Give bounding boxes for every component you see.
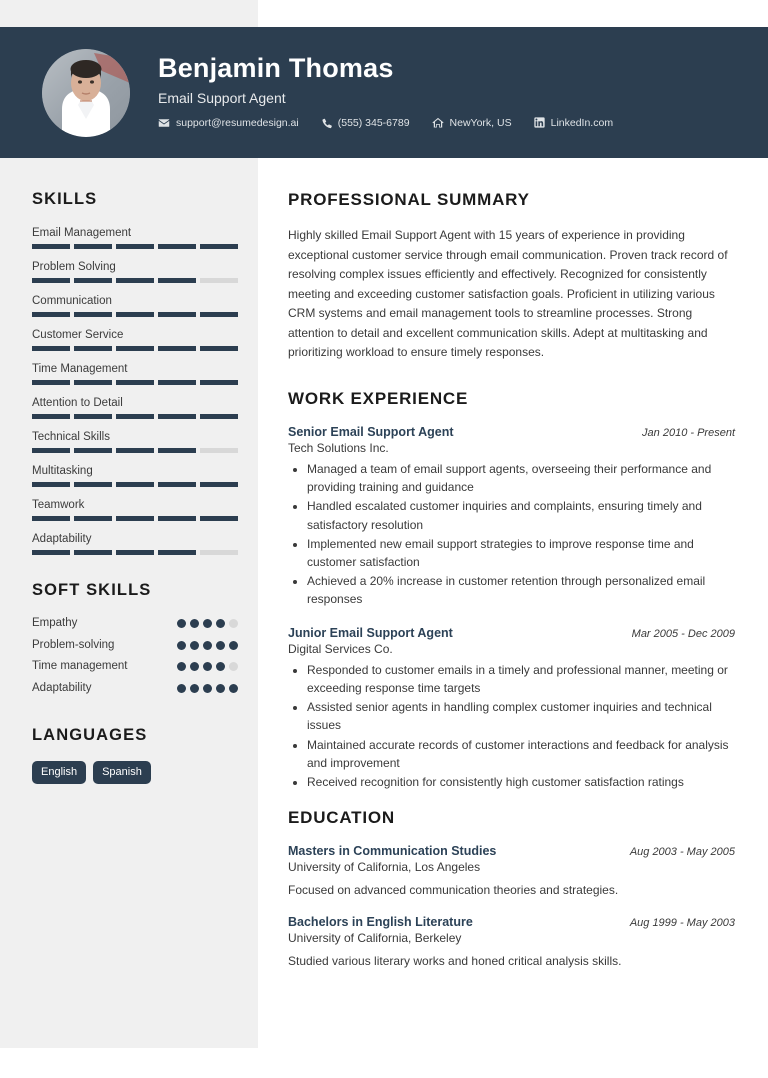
skill-bar-segment bbox=[158, 414, 196, 419]
languages-heading: LANGUAGES bbox=[32, 726, 148, 745]
contact-phone-text: (555) 345-6789 bbox=[337, 116, 410, 129]
skill-name: Technical Skills bbox=[32, 431, 110, 443]
rating-dot bbox=[190, 641, 199, 650]
linkedin-icon bbox=[534, 117, 545, 128]
rating-dot bbox=[203, 662, 212, 671]
rating-dot bbox=[190, 684, 199, 693]
skill-bar-segment bbox=[158, 380, 196, 385]
contact-location[interactable] bbox=[432, 117, 512, 129]
skill-bar-segment bbox=[116, 346, 154, 351]
soft-skill-name: Time management bbox=[32, 660, 128, 673]
rating-dot bbox=[177, 662, 186, 671]
contact-location-text: NewYork, US bbox=[449, 116, 512, 129]
languages-section bbox=[32, 726, 238, 784]
contact-email[interactable] bbox=[158, 117, 299, 129]
skill-bar-segment bbox=[116, 414, 154, 419]
skill-bar-segment bbox=[32, 312, 70, 317]
skill-bar-segment bbox=[200, 414, 238, 419]
main-content bbox=[258, 158, 768, 986]
skill-bar-segment bbox=[32, 448, 70, 453]
summary-text: Highly skilled Email Support Agent with 15 years of experience in providing exceptional customer service through email communication. Proven track record of resolving complex issues efficiently and effectively. Recognized for consistently meeting and exceeding customer satisfaction goals. Proficient in utilizing various CRM systems and email management tools to streamline processes. Strong attention to detail and excellent communication skills. Adept at multitasking and prioritizing workload to ensure timely responses. bbox=[288, 228, 728, 360]
skill-name: Adaptability bbox=[32, 533, 92, 545]
rating-dot bbox=[190, 662, 199, 671]
rating-dot bbox=[177, 619, 186, 628]
education-institution: University of California, Berkeley bbox=[288, 931, 462, 946]
skill-name: Multitasking bbox=[32, 465, 93, 477]
experience-bullet: • Implemented new email support strategies to improve response time and customer satisfaction bbox=[307, 535, 735, 571]
skill-level-bar bbox=[32, 346, 238, 351]
education-date-range: Aug 2003 - May 2005 bbox=[629, 846, 735, 859]
summary-heading: PROFESSIONAL SUMMARY bbox=[288, 190, 530, 209]
skill-bar-segment bbox=[32, 516, 70, 521]
soft-skills-heading: SOFT SKILLS bbox=[32, 581, 152, 599]
experience-company: Digital Services Co. bbox=[288, 641, 393, 656]
rating-dot bbox=[216, 641, 225, 650]
skill-row bbox=[32, 531, 238, 555]
skill-bar-segment bbox=[74, 482, 112, 487]
skill-bar-segment bbox=[116, 312, 154, 317]
skill-row bbox=[32, 463, 238, 487]
education-entry-header bbox=[288, 844, 735, 858]
skill-bar-segment bbox=[32, 346, 70, 351]
contact-email-text: support@resumedesign.ai bbox=[176, 116, 299, 129]
skill-bar-segment bbox=[200, 278, 238, 283]
contact-row bbox=[158, 117, 613, 129]
skill-bar-segment bbox=[32, 244, 70, 249]
experience-date-range: Jan 2010 - Present bbox=[642, 426, 735, 439]
education-description: Studied various literary works and honed critical analysis skills. bbox=[288, 954, 622, 969]
experience-heading: WORK EXPERIENCE bbox=[288, 388, 469, 408]
contact-linkedin-text: LinkedIn.com bbox=[550, 116, 614, 129]
skill-bar-segment bbox=[116, 278, 154, 283]
education-degree: Bachelors in English Literature bbox=[288, 915, 473, 930]
skill-level-bar bbox=[32, 550, 238, 555]
profile-photo-illustration bbox=[42, 49, 130, 137]
skill-bar-segment bbox=[32, 550, 70, 555]
experience-bullet: • Managed a team of email support agents, overseeing their performance and providing training and guidance bbox=[307, 460, 735, 496]
skill-row bbox=[32, 497, 238, 521]
skill-bar-segment bbox=[116, 244, 154, 249]
skill-bar-segment bbox=[158, 482, 196, 487]
education-entry bbox=[288, 844, 735, 897]
sidebar bbox=[0, 158, 258, 784]
soft-skill-rating bbox=[177, 681, 238, 693]
soft-skills-list bbox=[32, 616, 238, 696]
skill-bar-segment bbox=[74, 312, 112, 317]
skill-bar-segment bbox=[200, 448, 238, 453]
experience-bullet: • Handled escalated customer inquiries and complaints, ensuring timely and satisfactory resolution bbox=[307, 497, 735, 533]
experience-entry-header bbox=[288, 626, 735, 640]
skill-level-bar bbox=[32, 244, 238, 249]
soft-skill-rating bbox=[177, 659, 238, 671]
skill-row bbox=[32, 293, 238, 317]
soft-skill-row bbox=[32, 616, 238, 632]
education-degree: Masters in Communication Studies bbox=[288, 844, 497, 859]
skill-bar-segment bbox=[158, 244, 196, 249]
skill-row bbox=[32, 429, 238, 453]
experience-entry bbox=[288, 425, 735, 609]
experience-job-title: Junior Email Support Agent bbox=[288, 625, 453, 640]
skill-bar-segment bbox=[32, 482, 70, 487]
candidate-role: Email Support Agent bbox=[158, 89, 286, 106]
skill-bar-segment bbox=[116, 380, 154, 385]
soft-skill-row bbox=[32, 638, 238, 654]
skill-bar-segment bbox=[116, 550, 154, 555]
skill-bar-segment bbox=[32, 278, 70, 283]
experience-job-title: Senior Email Support Agent bbox=[288, 424, 454, 439]
skill-row bbox=[32, 327, 238, 351]
skill-bar-segment bbox=[200, 244, 238, 249]
rating-dot bbox=[177, 684, 186, 693]
skill-name: Email Management bbox=[32, 227, 132, 239]
experience-entry bbox=[288, 626, 735, 792]
skill-bar-segment bbox=[74, 550, 112, 555]
skill-bar-segment bbox=[74, 516, 112, 521]
education-description: Focused on advanced communication theories and strategies. bbox=[288, 883, 619, 898]
education-date-range: Aug 1999 - May 2003 bbox=[629, 917, 735, 930]
skill-level-bar bbox=[32, 516, 238, 521]
header-text-block bbox=[158, 54, 613, 131]
skill-bar-segment bbox=[158, 516, 196, 521]
rating-dot bbox=[203, 641, 212, 650]
skill-bar-segment bbox=[32, 380, 70, 385]
experience-date-range: Mar 2005 - Dec 2009 bbox=[631, 627, 735, 640]
soft-skills-section bbox=[32, 581, 238, 696]
skill-name: Teamwork bbox=[32, 499, 85, 511]
contact-linkedin[interactable] bbox=[534, 117, 613, 129]
skill-bar-segment bbox=[200, 312, 238, 317]
soft-skill-row bbox=[32, 659, 238, 675]
rating-dot bbox=[229, 641, 238, 650]
education-institution: University of California, Los Angeles bbox=[288, 860, 481, 875]
skill-bar-segment bbox=[200, 550, 238, 555]
skill-bar-segment bbox=[74, 414, 112, 419]
rating-dot bbox=[216, 662, 225, 671]
experience-bullet: • Assisted senior agents in handling complex customer inquiries and technical issues bbox=[307, 698, 735, 734]
rating-dot bbox=[203, 684, 212, 693]
skill-level-bar bbox=[32, 312, 238, 317]
soft-skill-name: Problem-solving bbox=[32, 638, 115, 651]
skill-bar-segment bbox=[200, 346, 238, 351]
rating-dot bbox=[229, 684, 238, 693]
soft-skill-row bbox=[32, 681, 238, 697]
home-icon bbox=[432, 117, 444, 129]
skill-row bbox=[32, 361, 238, 385]
phone-icon bbox=[321, 117, 332, 129]
experience-bullet-list bbox=[288, 661, 735, 792]
skill-bar-segment bbox=[116, 482, 154, 487]
skill-bar-segment bbox=[158, 550, 196, 555]
skill-bar-segment bbox=[158, 278, 196, 283]
skill-bar-segment bbox=[158, 312, 196, 317]
skill-name: Problem Solving bbox=[32, 261, 116, 273]
skill-bar-segment bbox=[74, 278, 112, 283]
skill-level-bar bbox=[32, 482, 238, 487]
skills-heading: SKILLS bbox=[32, 190, 98, 208]
education-entry bbox=[288, 915, 735, 968]
experience-bullet: • Received recognition for consistently high customer satisfaction ratings bbox=[307, 773, 735, 791]
skill-name: Customer Service bbox=[32, 329, 124, 341]
skill-bar-segment bbox=[74, 244, 112, 249]
education-entry-header bbox=[288, 915, 735, 929]
experience-bullet: • Responded to customer emails in a timely and professional manner, meeting or exceeding response time targets bbox=[307, 661, 735, 697]
rating-dot bbox=[177, 641, 186, 650]
skill-bar-segment bbox=[158, 346, 196, 351]
skill-level-bar bbox=[32, 448, 238, 453]
skill-level-bar bbox=[32, 414, 238, 419]
skill-bar-segment bbox=[74, 346, 112, 351]
skill-row bbox=[32, 395, 238, 419]
contact-phone[interactable] bbox=[321, 117, 410, 129]
skill-bar-segment bbox=[74, 380, 112, 385]
candidate-name: Benjamin Thomas bbox=[158, 53, 394, 84]
rating-dot bbox=[229, 619, 238, 628]
skill-bar-segment bbox=[74, 448, 112, 453]
experience-entry-header bbox=[288, 425, 735, 439]
experience-bullet: • Maintained accurate records of customer interactions and feedback for analysis and improvement bbox=[307, 736, 735, 772]
skill-bar-segment bbox=[200, 516, 238, 521]
rating-dot bbox=[216, 619, 225, 628]
experience-company: Tech Solutions Inc. bbox=[288, 440, 389, 455]
skill-bar-segment bbox=[158, 448, 196, 453]
soft-skill-rating bbox=[177, 616, 238, 628]
experience-list bbox=[288, 425, 735, 792]
skills-list bbox=[32, 225, 238, 555]
skill-level-bar bbox=[32, 278, 238, 283]
skill-bar-segment bbox=[32, 414, 70, 419]
skill-bar-segment bbox=[116, 516, 154, 521]
soft-skill-rating bbox=[177, 638, 238, 650]
skill-level-bar bbox=[32, 380, 238, 385]
rating-dot bbox=[216, 684, 225, 693]
resume-header bbox=[0, 27, 768, 158]
envelope-icon bbox=[158, 117, 170, 129]
soft-skill-name: Adaptability bbox=[32, 681, 92, 694]
avatar bbox=[42, 49, 130, 137]
skill-name: Time Management bbox=[32, 363, 128, 375]
education-heading: EDUCATION bbox=[288, 808, 395, 828]
rating-dot bbox=[229, 662, 238, 671]
soft-skill-name: Empathy bbox=[32, 617, 78, 629]
skill-name: Communication bbox=[32, 295, 112, 307]
rating-dot bbox=[203, 619, 212, 628]
languages-list bbox=[32, 761, 238, 784]
skill-bar-segment bbox=[200, 482, 238, 487]
language-badge[interactable]: Spanish bbox=[93, 761, 151, 784]
experience-bullet: • Achieved a 20% increase in customer retention through personalized email responses bbox=[307, 572, 735, 608]
rating-dot bbox=[190, 619, 199, 628]
skill-bar-segment bbox=[116, 448, 154, 453]
skill-name: Attention to Detail bbox=[32, 397, 123, 409]
skill-row bbox=[32, 259, 238, 283]
education-list bbox=[288, 844, 735, 968]
skill-bar-segment bbox=[200, 380, 238, 385]
skill-row bbox=[32, 225, 238, 249]
language-badge[interactable]: English bbox=[32, 761, 86, 784]
experience-bullet-list bbox=[288, 460, 735, 609]
